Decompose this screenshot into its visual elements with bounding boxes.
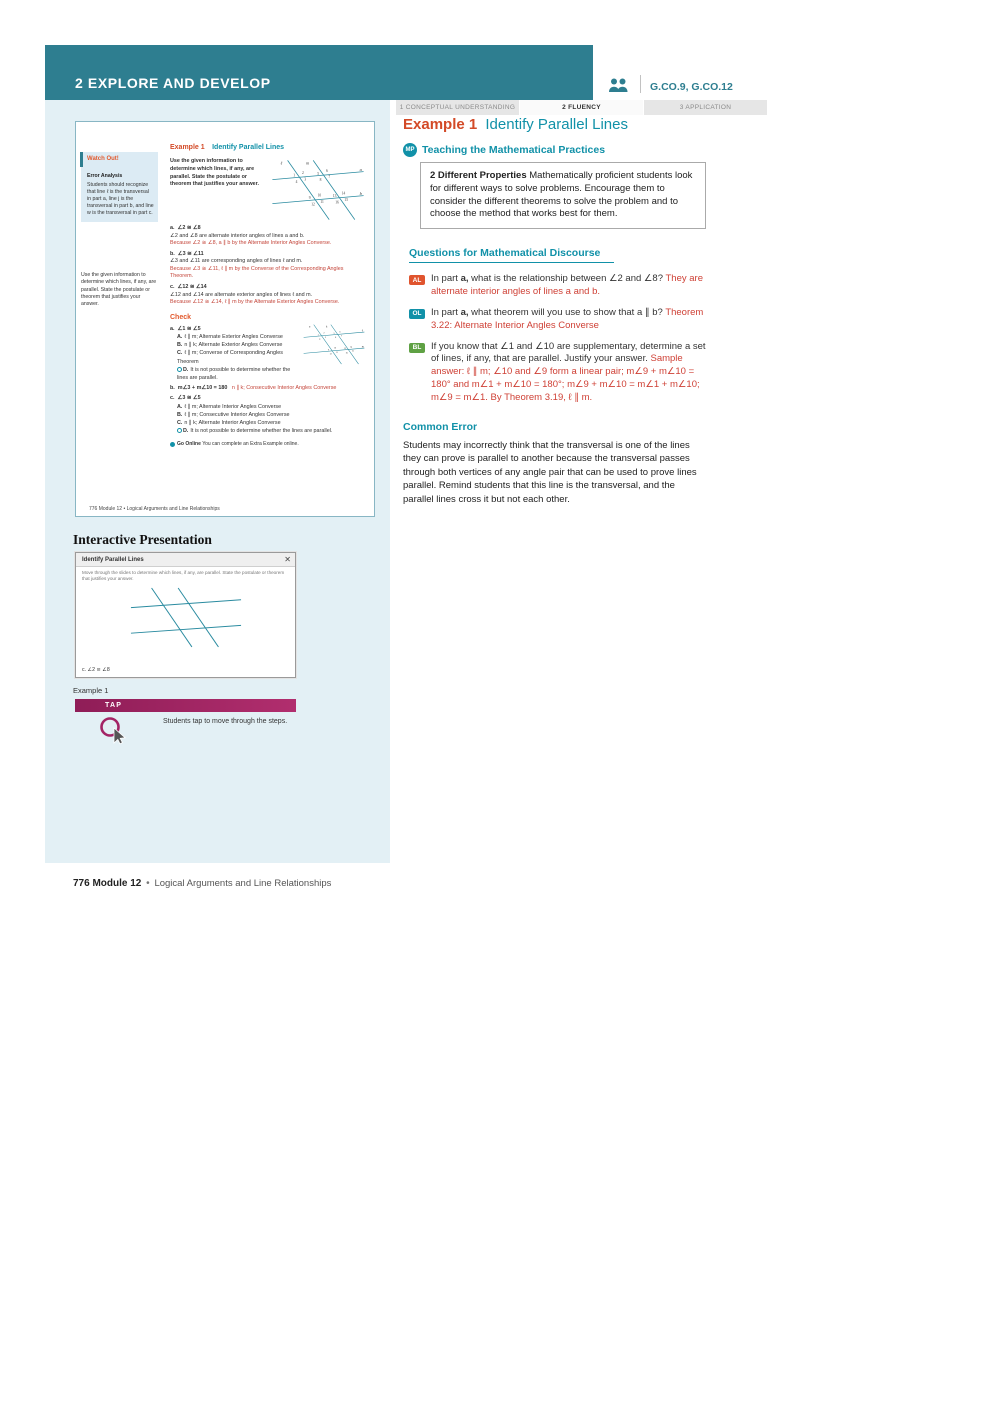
watch-out-subtitle: Error Analysis <box>87 173 123 179</box>
level-badge-al: AL <box>409 275 425 285</box>
phase-label-text: 2 EXPLORE AND DEVELOP <box>75 75 271 91</box>
svg-text:9: 9 <box>308 196 311 201</box>
tab-application[interactable]: 3 APPLICATION <box>644 100 768 115</box>
answer-text: Theorem 3.22: Alternate Interior Angles Converse <box>431 306 704 331</box>
lesson-phase-banner <box>45 45 768 100</box>
check-option: C. n ∥ k; Alternate Interior Angles Converse <box>177 420 281 427</box>
svg-text:15: 15 <box>344 197 348 202</box>
svg-text:2: 2 <box>323 331 325 335</box>
svg-text:3: 3 <box>324 335 327 339</box>
svg-text:m: m <box>306 160 310 166</box>
discourse-question-al: AL In part a, what is the relationship between ∠2 and ∠8? They are alternate interior angles of lines a and b. <box>409 273 706 299</box>
example-part-b: b. ∠3 ≅ ∠11 ∠3 and ∠11 are corresponding angles of lines ℓ and m. Because ∠3 ≅ ∠11, ℓ ∥ m by the Converse of the Corresponding Angles Theorem. <box>170 250 344 280</box>
standards-area <box>593 45 768 100</box>
svg-text:6: 6 <box>339 329 341 333</box>
svg-text:12: 12 <box>329 352 332 356</box>
interactive-presentation-heading: Interactive Presentation <box>73 532 212 547</box>
svg-text:13: 13 <box>332 194 337 199</box>
interactive-presentation-window <box>75 552 296 678</box>
answer-text: They are alternate interior angles of lines a and b. <box>431 273 703 298</box>
level-badge-bl: BL <box>409 343 425 353</box>
tab-conceptual-understanding[interactable]: 1 CONCEPTUAL UNDERSTANDING <box>396 100 520 115</box>
slide-caption: c. ∠2 ≅ ∠8 <box>82 667 110 673</box>
check-diagram <box>302 323 366 366</box>
check-option: C. ℓ ∥ m; Converse of Corresponding Angles Theorem <box>177 350 283 365</box>
tap-cursor-icon <box>97 714 129 746</box>
go-online-icon <box>170 442 175 447</box>
discourse-question-bl: BL If you know that ∠1 and ∠10 are supplementary, determine a set of lines, if any, that are parallel. Justify your answer. Sample answer: ℓ ∥ m; ∠10 and ∠9 form a linear pair; m∠9 + m∠10 = 180° and m∠1 + m∠10 = 180°; m∠9 + m∠10 = m∠1 + m∠10; m∠9 = m∠1. By Theorem 3.19, ℓ ∥ m. <box>409 341 706 405</box>
student-page-thumbnail <box>75 121 375 517</box>
svg-text:8: 8 <box>319 177 322 182</box>
svg-text:12: 12 <box>311 202 315 207</box>
svg-text:4: 4 <box>319 337 321 341</box>
check-item-c: c. ∠3 ≅ ∠5 A. ℓ ∥ m; Alternate Interior Angles Converse B. ℓ ∥ m; Consecutive Interior Angles Converse C. n ∥ k; Alternate Interior Angles Converse D. It is not possible to determine whether the lines are parallel. <box>170 395 366 435</box>
svg-text:16: 16 <box>345 351 348 355</box>
svg-text:11: 11 <box>335 350 338 354</box>
teacher-example-label: Example 1 <box>403 116 478 133</box>
page-footer <box>73 878 331 889</box>
svg-text:8: 8 <box>335 335 337 339</box>
svg-text:7: 7 <box>340 333 343 337</box>
mp-icon: MP <box>403 143 417 157</box>
check-option-correct: D. It is not possible to determine whether the lines are parallel. <box>177 427 366 435</box>
svg-text:3: 3 <box>304 177 307 182</box>
example-part-a: a. ∠2 ≅ ∠8 ∠2 and ∠8 are alternate interior angles of lines a and b. Because ∠2 ≅ ∠8, a ∥ b by the Alternate Interior Angles Converse. <box>170 225 332 247</box>
svg-text:7: 7 <box>328 175 331 179</box>
svg-text:4: 4 <box>295 179 298 184</box>
check-option: A. ℓ ∥ m; Alternate Exterior Angles Converse <box>177 334 283 341</box>
svg-text:5: 5 <box>333 331 335 335</box>
watch-out-body: Students should recognize that line ℓ is the transversal in part a, line j is the transversal in part b, and line w is the transversal in part c. <box>87 182 154 217</box>
tab-fluency[interactable]: 2 FLUENCY <box>520 100 644 115</box>
correct-answer-icon <box>177 428 182 433</box>
student-page-footer: 776 Module 12 • Logical Arguments and Line Relationships <box>89 506 220 512</box>
watch-out-title: Watch Out! <box>87 156 119 162</box>
svg-text:a: a <box>359 166 362 172</box>
svg-text:6: 6 <box>326 169 328 173</box>
svg-text:m: m <box>361 344 364 349</box>
correct-answer-icon <box>177 367 182 372</box>
svg-text:k: k <box>326 323 328 328</box>
watch-out-note <box>81 152 158 222</box>
tap-button[interactable] <box>75 699 296 712</box>
svg-text:ℓ: ℓ <box>361 328 363 333</box>
close-icon[interactable]: ✕ <box>284 554 291 564</box>
svg-text:b: b <box>359 190 362 196</box>
check-item-a: a. ∠1 ≅ ∠5 A. ℓ ∥ m; Alternate Exterior Angles Converse B. n ∥ k; Alternate Exterior Angles Converse C. ℓ ∥ m; Converse of Corresponding Angles Theorem D. It is not possible to determine whether the lines are parallel. <box>170 323 296 382</box>
footer-separator: • <box>146 878 150 889</box>
module-title: Logical Arguments and Line Relationships <box>154 878 332 889</box>
check-title: Check <box>170 313 192 321</box>
slide-instruction: Move through the slides to determine which lines, if any, are parallel. State the postulate or theorem that justifies your answer. <box>82 570 285 582</box>
phase-label <box>45 45 593 100</box>
teaching-body: Mathematically proficient students look for different ways to solve problems. Encourage them to consider the different theorems to solve the problem and to choose the method that works best for them. <box>430 170 693 220</box>
students-group-icon <box>607 77 631 93</box>
check-option: B. ℓ ∥ m; Consecutive Interior Angles Converse <box>177 412 290 419</box>
check-option-correct: D. It is not possible to determine whether the lines are parallel. <box>177 366 291 381</box>
student-page-margin-column <box>76 122 162 516</box>
svg-text:10: 10 <box>317 193 322 198</box>
svg-text:n: n <box>308 323 311 328</box>
svg-text:15: 15 <box>351 349 354 353</box>
svg-text:14: 14 <box>349 344 353 348</box>
svg-text:11: 11 <box>320 199 324 204</box>
example-intro: Use the given information to determine which lines, if any, are parallel. State the postulate or theorem that justifies your answer. <box>170 158 259 188</box>
page-number: 776 <box>73 878 90 889</box>
example-part-c: c. ∠12 ≅ ∠14 ∠12 and ∠14 are alternate exterior angles of lines ℓ and m. Because ∠12 ≅ ∠14, ℓ ∥ m by the Alternate Exterior Angles Converse. <box>170 283 340 306</box>
level-badge-ol: OL <box>409 309 425 319</box>
mp-heading: Teaching the Mathematical Practices <box>422 144 606 156</box>
student-page-main-column <box>162 122 374 516</box>
example-title: Identify Parallel Lines <box>212 144 285 151</box>
svg-text:ℓ: ℓ <box>280 160 283 166</box>
tap-note: Students tap to move through the steps. <box>163 718 288 725</box>
example-label: Example 1 <box>170 144 205 151</box>
module-label: Module 12 <box>92 878 142 889</box>
discourse-question-ol: OL In part a, what theorem will you use to show that a ∥ b? Theorem 3.22: Alternate Interior Angles Converse <box>409 307 706 333</box>
svg-text:14: 14 <box>341 191 346 196</box>
common-error-body: Students may incorrectly think that the transversal is one of the lines they can prove is parallel to another because the transversal passes through both vertices of any angle pair that can be used to prove lines parallel. Remind students that this line is the transversal, and the parallel lines cross it but not each other. <box>403 439 697 505</box>
window-titlebar <box>76 553 295 567</box>
svg-text:9: 9 <box>327 348 330 352</box>
window-body <box>76 567 295 677</box>
svg-text:1: 1 <box>317 332 319 336</box>
teaching-lead: 2 Different Properties <box>430 170 527 181</box>
check-option: B. n ∥ k; Alternate Exterior Angles Converse <box>177 342 283 349</box>
check-option: A. ℓ ∥ m; Alternate Interior Angles Converse <box>177 403 282 410</box>
svg-text:16: 16 <box>335 200 339 205</box>
svg-text:13: 13 <box>343 346 347 350</box>
check-item-b: b. m∠3 + m∠10 = 180 n ∥ k; Consecutive Interior Angles Converse <box>170 384 337 391</box>
svg-text:2: 2 <box>302 171 304 175</box>
svg-text:5: 5 <box>317 171 319 176</box>
teacher-column <box>403 116 706 506</box>
tap-button-label: TAP <box>105 702 123 709</box>
teacher-example-heading <box>403 116 706 133</box>
interactive-example-caption: Example 1 <box>73 686 109 695</box>
common-error-heading: Common Error <box>403 420 478 433</box>
discourse-heading: Questions for Mathematical Discourse <box>409 247 614 263</box>
standards-codes: G.CO.9, G.CO.12 <box>650 81 733 93</box>
svg-text:1: 1 <box>293 173 295 178</box>
window-title: Identify Parallel Lines <box>82 556 144 563</box>
mp-heading-row <box>403 143 706 157</box>
answer-text: Sample answer: ℓ ∥ m; ∠10 and ∠9 form a linear pair; m∠9 + m∠10 = 180° and m∠1 + m∠10 = 180°; m∠9 + m∠10 = m∠1 + m∠10; m∠9 = m∠1. By Theorem 3.19, ℓ ∥ m. <box>431 353 700 403</box>
rigor-tabs <box>396 100 768 115</box>
parallel-lines-diagram <box>270 158 366 222</box>
check-stem-text: Use the given information to determine which lines, if any, are parallel. State the postulate or theorem that justifies your answer. <box>81 272 157 308</box>
go-online-note: Go Online You can complete an Extra Example online. <box>170 441 366 447</box>
teacher-example-title: Identify Parallel Lines <box>485 116 628 133</box>
example-heading <box>170 136 366 154</box>
teaching-practices-box <box>420 162 706 229</box>
interactive-diagram <box>127 586 245 649</box>
svg-text:10: 10 <box>333 346 337 350</box>
divider <box>640 75 641 93</box>
